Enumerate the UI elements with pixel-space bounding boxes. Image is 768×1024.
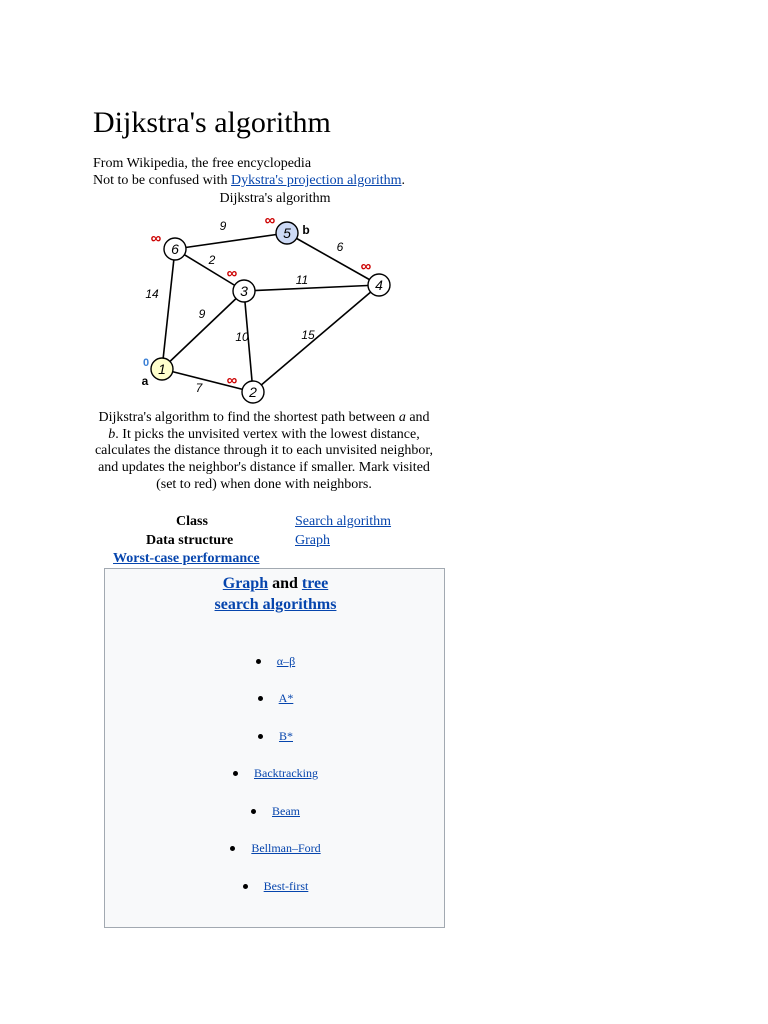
list-item bbox=[105, 766, 446, 780]
caption-text-2: . It picks the unvisited vertex with the lowest distance, calculates the distance through it to each unvisited neighbor, and updates the neighbor's distance if smaller. Mark visited (set to red) when done with neighbors. bbox=[94, 426, 434, 492]
navbox-title-graph-link[interactable]: Graph bbox=[222, 575, 269, 592]
navbox-link-best-first[interactable]: Best-first bbox=[263, 879, 309, 893]
navbox-search-algorithms bbox=[104, 568, 445, 928]
caption-var-b: b bbox=[108, 426, 116, 442]
dijkstra-graph-image bbox=[130, 212, 410, 408]
graph-node-label: 5 bbox=[283, 225, 291, 241]
row-value-search-algorithm[interactable]: Search algorithm bbox=[295, 514, 392, 529]
distance-infinity-label: ∞ bbox=[360, 258, 372, 275]
edge-weight-label: 6 bbox=[336, 240, 344, 254]
edge-weight-label: 9 bbox=[198, 307, 206, 321]
row-value-graph[interactable]: Graph bbox=[295, 533, 330, 548]
graph-edge-3-4 bbox=[244, 285, 379, 291]
list-item bbox=[105, 691, 446, 705]
distance-infinity-label: ∞ bbox=[226, 265, 238, 282]
graph-edge-6-5 bbox=[175, 233, 287, 249]
graph-node-label: 3 bbox=[240, 283, 248, 299]
graph-edge-1-3 bbox=[162, 291, 244, 369]
edge-weight-label: 15 bbox=[301, 328, 315, 342]
bullet-icon bbox=[258, 696, 263, 701]
graph-node-label: 4 bbox=[375, 277, 383, 293]
navbox-link-backtracking[interactable]: Backtracking bbox=[254, 766, 318, 780]
list-item bbox=[105, 729, 446, 743]
bullet-icon bbox=[251, 809, 256, 814]
edge-weight-label: 14 bbox=[145, 287, 159, 301]
row-label-data-structure: Data structure bbox=[146, 533, 234, 548]
graph-node-label: 1 bbox=[158, 361, 166, 377]
graph-edge-6-1 bbox=[162, 249, 175, 369]
edge-weight-label: 7 bbox=[195, 381, 203, 395]
navbox-title-tree-link[interactable]: tree bbox=[301, 575, 329, 592]
infobox-caption-top: Dijkstra's algorithm bbox=[219, 191, 331, 206]
list-item bbox=[105, 654, 446, 668]
vertex-label-a: a bbox=[141, 374, 149, 388]
bullet-icon bbox=[230, 846, 235, 851]
caption-and: and bbox=[405, 410, 430, 425]
distance-infinity-label: ∞ bbox=[264, 212, 276, 229]
bullet-icon bbox=[233, 771, 238, 776]
caption-text-1: Dijkstra's algorithm to find the shortest path between bbox=[98, 410, 399, 425]
vertex-label-b: b bbox=[302, 223, 310, 237]
navbox-link-b-star[interactable]: B* bbox=[278, 729, 293, 743]
bullet-icon bbox=[243, 884, 248, 889]
navbox-title-and: and bbox=[268, 575, 302, 592]
navbox-link-alpha-beta[interactable]: α–β bbox=[276, 654, 296, 668]
list-item bbox=[105, 804, 446, 818]
bullet-icon bbox=[256, 659, 261, 664]
bullet-icon bbox=[258, 734, 263, 739]
list-item bbox=[105, 841, 446, 855]
hatnote-suffix: . bbox=[401, 173, 406, 188]
hatnote-prefix: Not to be confused with bbox=[93, 173, 232, 188]
row-label-class: Class bbox=[176, 514, 208, 529]
infobox-row-worst-case bbox=[113, 550, 260, 567]
worst-case-performance-link[interactable]: Worst-case performance bbox=[113, 551, 260, 566]
graph-edge-1-2 bbox=[162, 369, 253, 392]
navbox-title-search-algorithms-link[interactable]: search algorithms bbox=[214, 596, 337, 613]
hatnote bbox=[93, 172, 405, 189]
page-title: Dijkstra's algorithm bbox=[93, 106, 331, 139]
navbox-link-bellman-ford[interactable]: Bellman–Ford bbox=[251, 841, 321, 855]
graph-node-label: 2 bbox=[249, 384, 257, 400]
edge-weight-label: 9 bbox=[219, 219, 227, 233]
caption-var-a: a bbox=[398, 410, 406, 425]
distance-zero-label: 0 bbox=[142, 357, 150, 369]
edge-weight-label: 2 bbox=[208, 253, 216, 267]
navbox-title bbox=[105, 573, 446, 615]
infobox-caption bbox=[93, 410, 435, 494]
hatnote-link[interactable]: Dykstra's projection algorithm bbox=[231, 173, 402, 188]
graph-node-label: 6 bbox=[171, 241, 179, 257]
distance-infinity-label: ∞ bbox=[150, 230, 162, 247]
distance-infinity-label: ∞ bbox=[226, 372, 238, 389]
from-wikipedia-line: From Wikipedia, the free encyclopedia bbox=[93, 156, 312, 171]
navbox-link-a-star[interactable]: A* bbox=[278, 691, 294, 705]
edge-weight-label: 11 bbox=[295, 273, 309, 287]
graph-edge-2-4 bbox=[253, 285, 379, 392]
edge-weight-label: 10 bbox=[235, 330, 249, 344]
navbox-link-beam[interactable]: Beam bbox=[272, 804, 300, 818]
list-item bbox=[105, 879, 446, 893]
